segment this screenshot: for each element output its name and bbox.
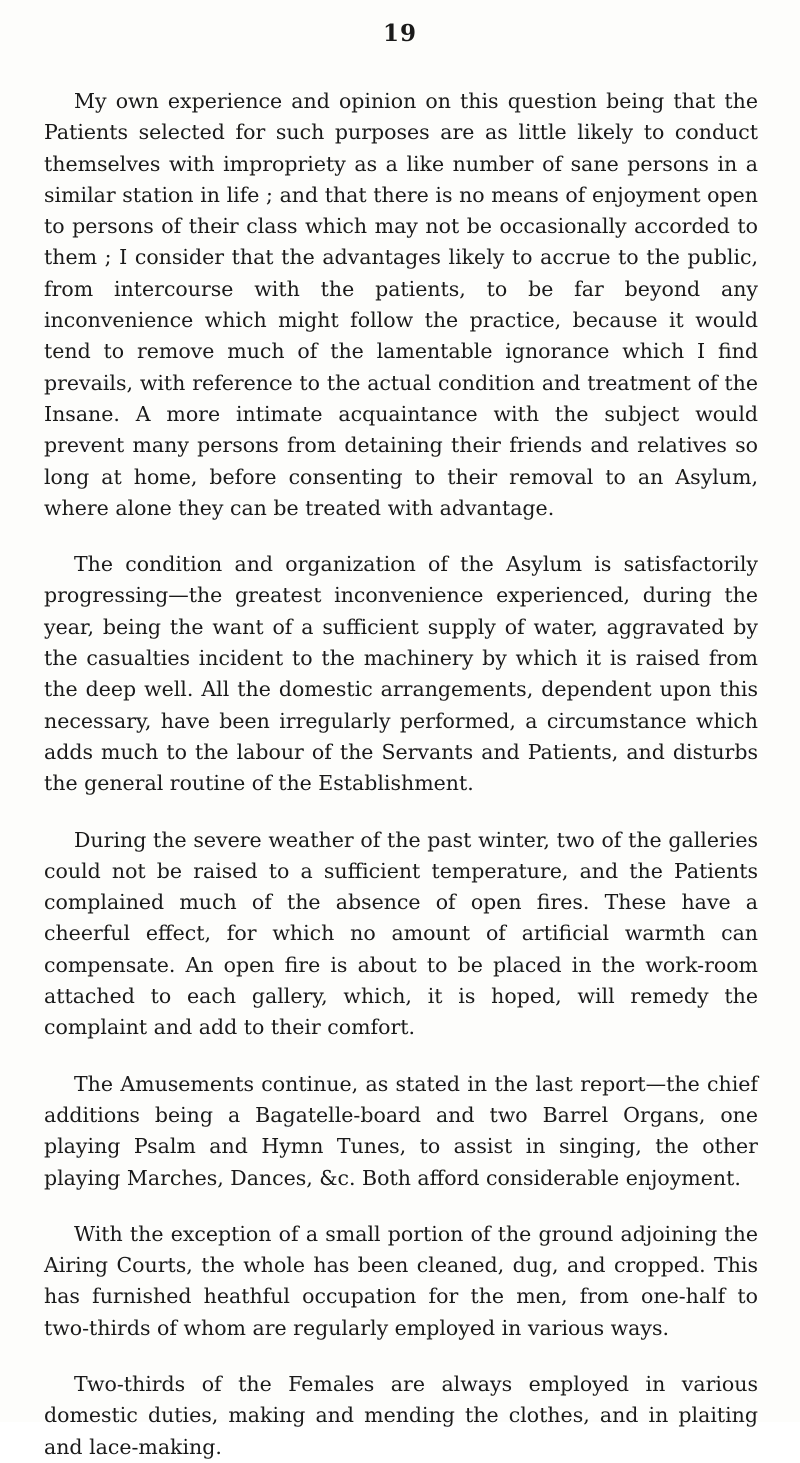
page-number: 19 xyxy=(382,20,417,47)
paragraph-winter-galleries: During the severe weather of the past winter, two of the galleries could not be raised to a sufficient temperature, and the Patients complained much of the absence of open fires. These have a cheerful effect, for which no amount of artificial warmth can compensate. An open fire is about to be placed in the work-room attached to each gallery, which, it is hoped, will remedy the complaint and add to their comfort. xyxy=(44,827,758,1040)
paragraph-asylum-condition: The condition and organization of the Asylum is satisfactorily progressing—the greatest inconvenience experienced, during the year, being the want of a sufficient supply of water, aggravated by the casualties incident to the machinery by which it is raised from the deep well. All the domestic arrangements, dependent upon this necessary, have been irregularly performed, a circumstance which adds much to the labour of the Servants and Patients, and disturbs the general routine of the Establishment. xyxy=(44,552,758,796)
body-text xyxy=(44,86,758,1463)
paragraph-patients-intercourse: My own experience and opinion on this question being that the Patients selected for such purposes are as little likely to conduct themselves with impropriety as a like number of sane persons in a similar station in life ; and that there is no means of enjoyment open to persons of their class which may not be occasionally accorded to them ; I consider that the advantages likely to accrue to the public, from intercourse with the patients, to be far beyond any inconvenience which might follow the practice, because it would tend to remove much of the lamentable ignorance which I find prevails, with reference to the actual condition and treatment of the Insane. A more intimate acquaintance with the subject would prevent many persons from detaining their friends and relatives so long at home, before consenting to their removal to an Asylum, where alone they can be treated with advantage. xyxy=(44,89,758,520)
paragraph-amusements: The Amusements continue, as stated in the last report—the chief additions being a Bagatelle-board and two Barrel Organs, one playing Psalm and Hymn Tunes, to assist in singing, the other playing Marches, Dances, &c. Both afford considerable enjoyment. xyxy=(44,1071,758,1190)
paragraph-grounds: With the exception of a small portion of the ground adjoining the Airing Courts, the whole has been cleaned, dug, and cropped. This has furnished heathful occupation for the men, from one-half to two-thirds of whom are regularly employed in various ways. xyxy=(44,1221,758,1340)
paragraph-females-employment: Two-thirds of the Females are always employed in various domestic duties, making and mending the clothes, and in plaiting and lace-making. xyxy=(44,1371,758,1459)
